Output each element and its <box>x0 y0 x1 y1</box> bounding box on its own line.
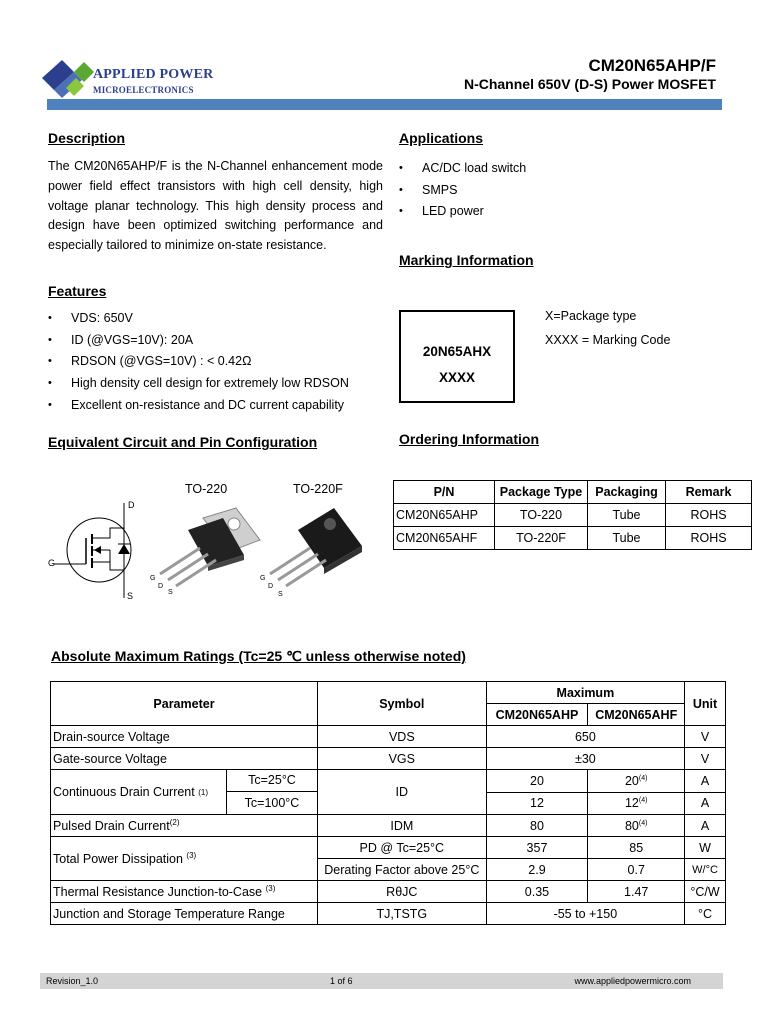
table-cell: Drain-source Voltage <box>51 726 318 748</box>
table-cell: A <box>685 792 726 815</box>
svg-text:D: D <box>268 583 274 590</box>
table-cell: ROHS <box>666 527 752 550</box>
table-cell: Junction and Storage Temperature Range <box>51 903 318 925</box>
list-item: • RDSON (@VGS=10V) : < 0.42Ω <box>48 351 349 373</box>
table-cell: 20 <box>486 770 588 793</box>
table-cell: °C/W <box>685 881 726 903</box>
ordering-heading: Ordering Information <box>399 431 539 447</box>
list-item: • ID (@VGS=10V): 20A <box>48 330 349 352</box>
table-cell: 80 <box>486 815 588 837</box>
table-row <box>394 527 752 550</box>
table-cell: 12 <box>486 792 588 815</box>
table-row <box>51 770 726 793</box>
list-item: • LED power <box>399 201 526 223</box>
table-cell: ±30 <box>486 748 684 770</box>
marking-box <box>399 310 515 403</box>
description-text: The CM20N65AHP/F is the N-Channel enhancement mode power field effect transistors with high cell density, high voltage planar technology. This high density process and design have been optimized switching performance and especially tailored to minimize on-state resistance. <box>48 159 383 253</box>
svg-text:S: S <box>168 589 173 596</box>
package-label-to220f: TO-220F <box>293 482 343 496</box>
table-cell: A <box>685 770 726 793</box>
table-cell: V <box>685 726 726 748</box>
table-cell: VDS <box>317 726 486 748</box>
ratings-heading: Absolute Maximum Ratings (Tc=25 ℃ unless otherwise noted) <box>51 648 466 664</box>
table-cell <box>588 792 685 815</box>
condition-label: Tc=25°C <box>227 770 317 792</box>
company-logo-icon <box>40 58 95 100</box>
table-cell: IDM <box>317 815 486 837</box>
table-cell: ROHS <box>666 504 752 527</box>
table-cell: A <box>685 815 726 837</box>
page-subtitle: N-Channel 650V (D-S) Power MOSFET <box>463 76 716 92</box>
ordering-table <box>393 480 752 550</box>
table-cell: -55 to +150 <box>486 903 684 925</box>
table-row <box>51 815 726 837</box>
page-footer <box>40 973 723 989</box>
column-header: Maximum <box>486 682 684 704</box>
footnote-ref: (1) <box>198 787 209 797</box>
table-cell: W/°C <box>685 859 726 881</box>
value: 12 <box>624 796 639 811</box>
to220-package-icon <box>148 500 268 600</box>
table-cell: 2.9 <box>486 859 588 881</box>
circuit-heading: Equivalent Circuit and Pin Configuration <box>48 434 318 450</box>
param-label: Total Power Dissipation <box>53 852 183 867</box>
table-cell: 85 <box>588 837 685 859</box>
marking-note2: XXXX = Marking Code <box>545 333 671 347</box>
marking-line1: 20N65AHX <box>422 344 492 359</box>
table-cell: 1.47 <box>588 881 685 903</box>
param-label: Continuous Drain Current <box>53 785 195 799</box>
marking-note1: X=Package type <box>545 309 637 323</box>
footer-page-number: 1 of 6 <box>330 976 353 986</box>
table-cell: V <box>685 748 726 770</box>
list-item: • VDS: 650V <box>48 308 349 330</box>
table-cell: 357 <box>486 837 588 859</box>
table-row <box>51 903 726 925</box>
table-cell: °C <box>685 903 726 925</box>
table-header-row <box>394 481 752 504</box>
header-divider-bar <box>47 99 722 110</box>
pin-label-g: G <box>48 558 56 568</box>
table-cell <box>51 815 318 837</box>
svg-text:G: G <box>150 575 156 582</box>
table-cell: 650 <box>486 726 684 748</box>
marking-heading: Marking Information <box>399 252 534 268</box>
value: 80 <box>624 818 639 833</box>
pin-label-s: S <box>127 591 134 601</box>
condition-label: Tc=100°C <box>244 796 300 810</box>
description-heading: Description <box>48 130 126 146</box>
ratings-table <box>50 681 726 925</box>
table-cell: VGS <box>317 748 486 770</box>
marking-line2: XXXX <box>438 370 476 385</box>
list-item: • SMPS <box>399 180 526 202</box>
table-cell: Derating Factor above 25°C <box>317 859 486 881</box>
table-cell: RθJC <box>317 881 486 903</box>
footer-revision: Revision_1.0 <box>46 976 99 986</box>
svg-text:S: S <box>278 591 283 598</box>
param-label: Thermal Resistance Junction-to-Case <box>53 885 263 900</box>
svg-text:G: G <box>260 575 266 582</box>
table-row <box>51 726 726 748</box>
table-cell <box>51 837 318 881</box>
column-header: CM20N65AHP <box>486 704 588 726</box>
footnote-ref: (4) <box>638 797 648 805</box>
table-cell: Gate-source Voltage <box>51 748 318 770</box>
applications-heading: Applications <box>399 130 484 146</box>
mosfet-symbol-icon <box>44 498 144 603</box>
features-list <box>48 308 349 416</box>
column-header: Unit <box>685 682 726 726</box>
footnote-ref: (3) <box>186 850 197 860</box>
svg-text:D: D <box>158 583 164 590</box>
column-header: Symbol <box>317 682 486 726</box>
list-item: • AC/DC load switch <box>399 158 526 180</box>
table-cell <box>588 770 685 793</box>
column-header: CM20N65AHF <box>588 704 685 726</box>
footnote-ref: (3) <box>265 883 276 893</box>
list-item: • High density cell design for extremely low RDSON <box>48 373 349 395</box>
logo-line2: MICROELECTRONICS <box>93 85 194 95</box>
package-label-to220: TO-220 <box>185 482 228 496</box>
table-row <box>394 504 752 527</box>
part-number: CM20N65AHP/F <box>588 56 716 75</box>
table-cell: TO-220 <box>495 504 588 527</box>
table-cell: CM20N65AHF <box>394 527 495 550</box>
table-row <box>51 837 726 859</box>
table-cell <box>51 770 318 815</box>
list-item: • Excellent on-resistance and DC current capability <box>48 395 349 417</box>
table-cell: 0.35 <box>486 881 588 903</box>
column-header: Parameter <box>51 682 318 726</box>
table-cell <box>51 881 318 903</box>
table-cell: ID <box>317 770 486 815</box>
table-cell: Tube <box>588 504 666 527</box>
footnote-ref: (2) <box>169 817 180 827</box>
to220f-package-icon <box>258 500 378 600</box>
table-cell: TO-220F <box>495 527 588 550</box>
column-header: P/N <box>394 481 495 504</box>
table-cell: PD @ Tc=25°C <box>317 837 486 859</box>
table-cell <box>588 815 685 837</box>
logo-line1: APPLIED POWER <box>93 67 214 82</box>
pin-label-d: D <box>128 500 135 510</box>
features-heading: Features <box>48 283 107 299</box>
table-cell: Tube <box>588 527 666 550</box>
column-header: Packaging <box>588 481 666 504</box>
footnote-ref: (4) <box>638 819 648 827</box>
table-cell: TJ,TSTG <box>317 903 486 925</box>
column-header: Package Type <box>495 481 588 504</box>
table-cell: W <box>685 837 726 859</box>
table-cell: CM20N65AHP <box>394 504 495 527</box>
column-header: Remark <box>666 481 752 504</box>
value: 20 <box>624 773 639 788</box>
param-label: Pulsed Drain Current <box>53 819 170 834</box>
table-cell: 0.7 <box>588 859 685 881</box>
footer-url[interactable]: www.appliedpowermicro.com <box>574 976 691 986</box>
table-row <box>51 881 726 903</box>
applications-list <box>399 158 526 223</box>
table-row <box>51 748 726 770</box>
footnote-ref: (4) <box>638 774 648 782</box>
